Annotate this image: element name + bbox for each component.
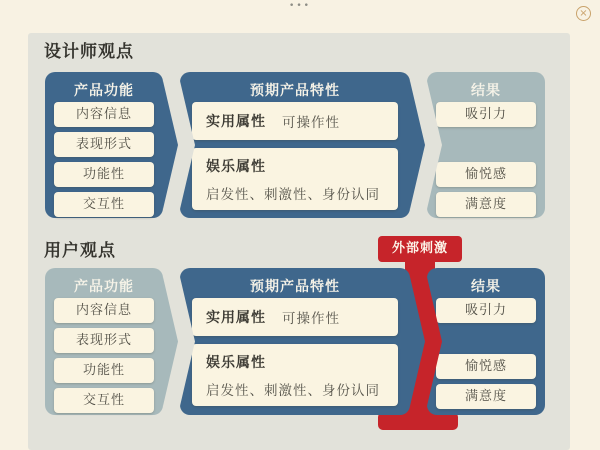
result-item: 愉悦感 xyxy=(436,162,536,187)
function-item: 功能性 xyxy=(54,162,154,187)
close-icon: × xyxy=(579,8,588,19)
entertainment-attributes-card xyxy=(192,344,398,406)
function-item: 表现形式 xyxy=(54,132,154,157)
result-item: 愉悦感 xyxy=(436,354,536,379)
user-section-heading: 用户观点 xyxy=(44,241,116,261)
external-stimulus-label: 外部刺激 xyxy=(378,236,462,262)
card-value: 启发性、刺激性、身份认同 xyxy=(206,187,380,203)
function-item: 交互性 xyxy=(54,388,154,413)
designer-product-functions-block xyxy=(45,72,163,218)
block-title: 结果 xyxy=(471,83,501,99)
window-menu-dots[interactable]: ••• xyxy=(289,1,311,11)
function-item: 表现形式 xyxy=(54,328,154,353)
card-label: 娱乐属性 xyxy=(206,159,266,175)
practical-attributes-card xyxy=(192,298,398,336)
card-label: 实用属性 xyxy=(206,114,266,130)
entertainment-attributes-card xyxy=(192,148,398,210)
user-results-block xyxy=(427,268,545,415)
user-expected-characteristics-block xyxy=(180,268,410,415)
card-value: 启发性、刺激性、身份认同 xyxy=(206,383,380,399)
function-item: 功能性 xyxy=(54,358,154,383)
designer-expected-characteristics-block xyxy=(180,72,410,218)
user-product-functions-block xyxy=(45,268,163,415)
card-value: 可操作性 xyxy=(282,311,340,327)
function-item: 内容信息 xyxy=(54,102,154,127)
block-title: 预期产品特性 xyxy=(250,279,340,295)
designer-section-heading: 设计师观点 xyxy=(44,42,134,62)
function-item: 交互性 xyxy=(54,192,154,217)
block-title: 产品功能 xyxy=(74,83,134,99)
result-item: 吸引力 xyxy=(436,102,536,127)
card-label: 娱乐属性 xyxy=(206,355,266,371)
block-title: 结果 xyxy=(471,279,501,295)
card-value: 可操作性 xyxy=(282,115,340,131)
result-item: 吸引力 xyxy=(436,298,536,323)
function-item: 内容信息 xyxy=(54,298,154,323)
result-item: 满意度 xyxy=(436,192,536,217)
block-title: 产品功能 xyxy=(74,279,134,295)
designer-results-block xyxy=(427,72,545,218)
practical-attributes-card xyxy=(192,102,398,140)
close-button[interactable] xyxy=(576,6,591,21)
card-label: 实用属性 xyxy=(206,310,266,326)
block-title: 预期产品特性 xyxy=(250,83,340,99)
result-item: 满意度 xyxy=(436,384,536,409)
